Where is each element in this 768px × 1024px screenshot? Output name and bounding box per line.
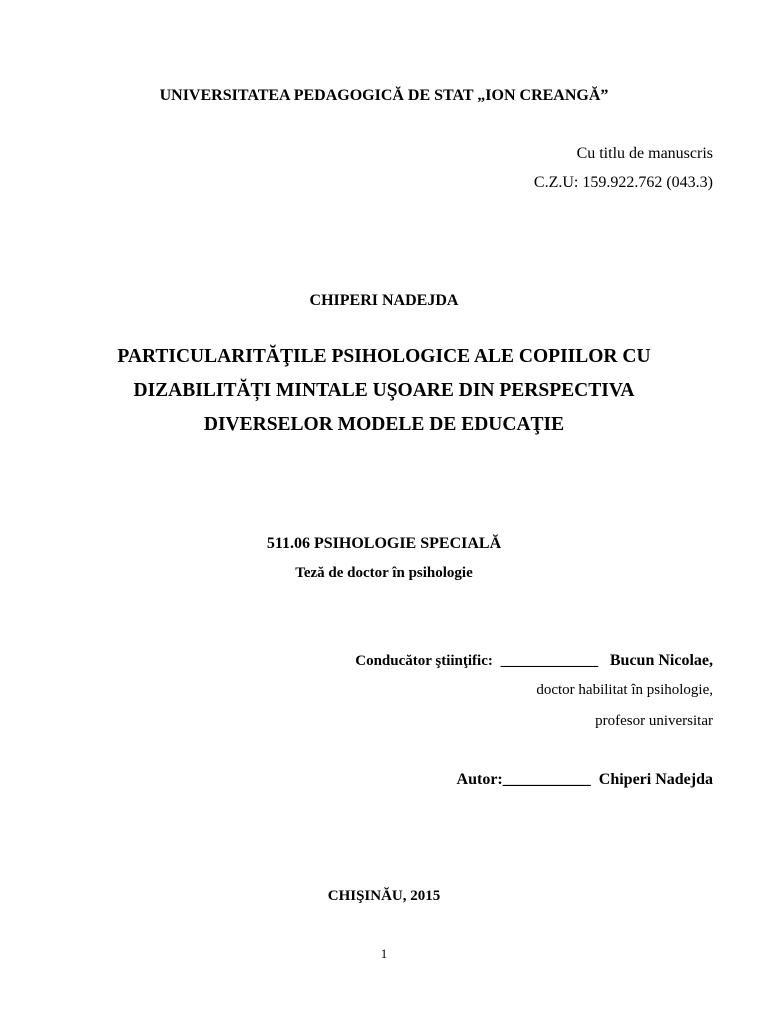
czu-code-text: C.Z.U: 159.922.762 (043.3) (533, 174, 713, 191)
page-number: 1 (380, 946, 388, 961)
thesis-title-line-3: DIVERSELOR MODELE DE EDUCAŢIE (203, 414, 565, 435)
supervisor-degree: doctor habilitat în psihologie, (536, 682, 713, 698)
supervisor-row (355, 653, 713, 669)
supervisor-signature-line: _____________ (500, 653, 599, 669)
university-name: UNIVERSITATEA PEDAGOGICĂ DE STAT „ION CREANGĂ” (159, 87, 609, 104)
supervisor-label: Conducător ştiinţific: (355, 653, 493, 669)
author-label: Autor: (456, 771, 503, 788)
supervisor-position: profesor universitar (595, 713, 713, 729)
author-row (457, 772, 713, 788)
thesis-title-line-1: PARTICULARITĂŢILE PSIHOLOGICE ALE COPIILOR CU (117, 346, 651, 367)
thesis-title-line-2: DIZABILITĂȚI MINTALE UŞOARE DIN PERSPECTIVA (133, 380, 635, 401)
supervisor-name: Bucun Nicolae, (609, 652, 713, 669)
manuscript-note (577, 146, 713, 162)
manuscript-note-text: Cu titlu de manuscris (576, 145, 713, 162)
author-signature-line: ___________ (502, 771, 591, 788)
author-name: Chiperi Nadejda (598, 771, 713, 788)
place-year: CHIŞINĂU, 2015 (327, 888, 441, 904)
author-heading: CHIPERI NADEJDA (309, 292, 459, 309)
thesis-type: Teză de doctor în psihologie (295, 565, 473, 581)
czu-code (534, 175, 713, 191)
specialty: 511.06 PSIHOLOGIE SPECIALĂ (266, 535, 502, 552)
